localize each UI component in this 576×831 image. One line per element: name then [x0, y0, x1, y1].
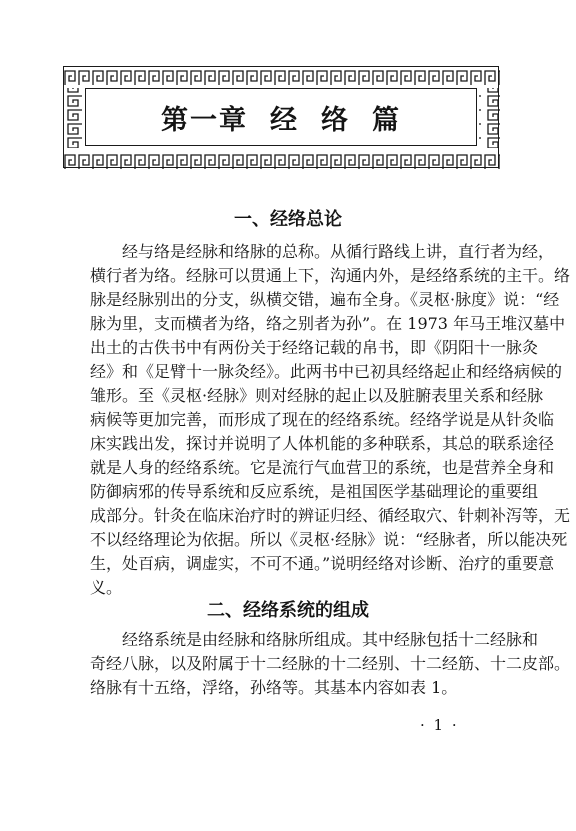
text-line: 床实践出发，探讨并说明了人体机能的多种联系，其总的联系途径 — [90, 434, 555, 453]
chapter-title — [161, 98, 401, 137]
text-line: 经与络是经脉和络脉的总称。从循行路线上讲，直行者为经， — [122, 242, 555, 261]
chapter-title-frame — [63, 66, 499, 168]
text-line: 络脉有十五络，浮络，孙络等。其基本内容如表 1。 — [90, 678, 458, 697]
text-line: 脉为里，支而横者为络，络之别者为孙”。在 1973 年马王堆汉墓中 — [90, 314, 566, 333]
section-body-overview — [90, 240, 571, 600]
text-line: 经》和《足臂十一脉灸经》。此两书中已初具经络起止和经络病候的 — [90, 362, 563, 381]
section-heading-overview: 一、经络总论 — [234, 209, 342, 230]
text-line: 雏形。至《灵枢·经脉》则对经脉的起止以及脏腑表里关系和经脉 — [90, 386, 544, 405]
page-number: · 1 · — [420, 716, 459, 734]
text-line: 防御病邪的传导系统和反应系统，是祖国医学基础理论的重要组 — [90, 482, 539, 501]
section-body-composition — [90, 628, 571, 700]
text-line: 义。 — [90, 578, 123, 597]
text-line: 横行者为络。经脉可以贯通上下，沟通内外，是经络系统的主干。络 — [90, 266, 571, 285]
chapter-title-box — [85, 88, 477, 146]
chapter-title-char-1: 经 — [270, 104, 299, 136]
text-line: 经络系统是由经脉和络脉所组成。其中经脉包括十二经脉和 — [122, 630, 539, 649]
chapter-number: 第一章 — [161, 104, 248, 136]
chapter-title-char-2: 络 — [321, 104, 350, 136]
chapter-title-char-3: 篇 — [372, 104, 401, 136]
text-line: 奇经八脉，以及附属于十二经脉的十二经别、十二经筋、十二皮部。 — [90, 654, 571, 673]
text-line: 脉是经脉别出的分支，纵横交错，遍布全身。《灵枢·脉度》说：“经 — [90, 290, 560, 309]
text-line: 出土的古佚书中有两份关于经络记载的帛书，即《阴阳十一脉灸 — [90, 338, 539, 357]
text-line: 生，处百病，调虚实，不可不通。”说明经络对诊断、治疗的重要意 — [90, 554, 555, 573]
text-line: 病候等更加完善，而形成了现在的经络系统。经络学说是从针灸临 — [90, 410, 555, 429]
text-line: 不以经络理论为依据。所以《灵枢·经脉》说：“经脉者，所以能决死 — [90, 530, 568, 549]
text-line: 就是人身的经络系统。它是流行气血营卫的系统，也是营养全身和 — [90, 458, 555, 477]
text-line: 成部分。针灸在临床治疗时的辨证归经、循经取穴、针刺补泻等，无 — [90, 506, 571, 525]
section-heading-composition: 二、经络系统的组成 — [207, 600, 369, 621]
